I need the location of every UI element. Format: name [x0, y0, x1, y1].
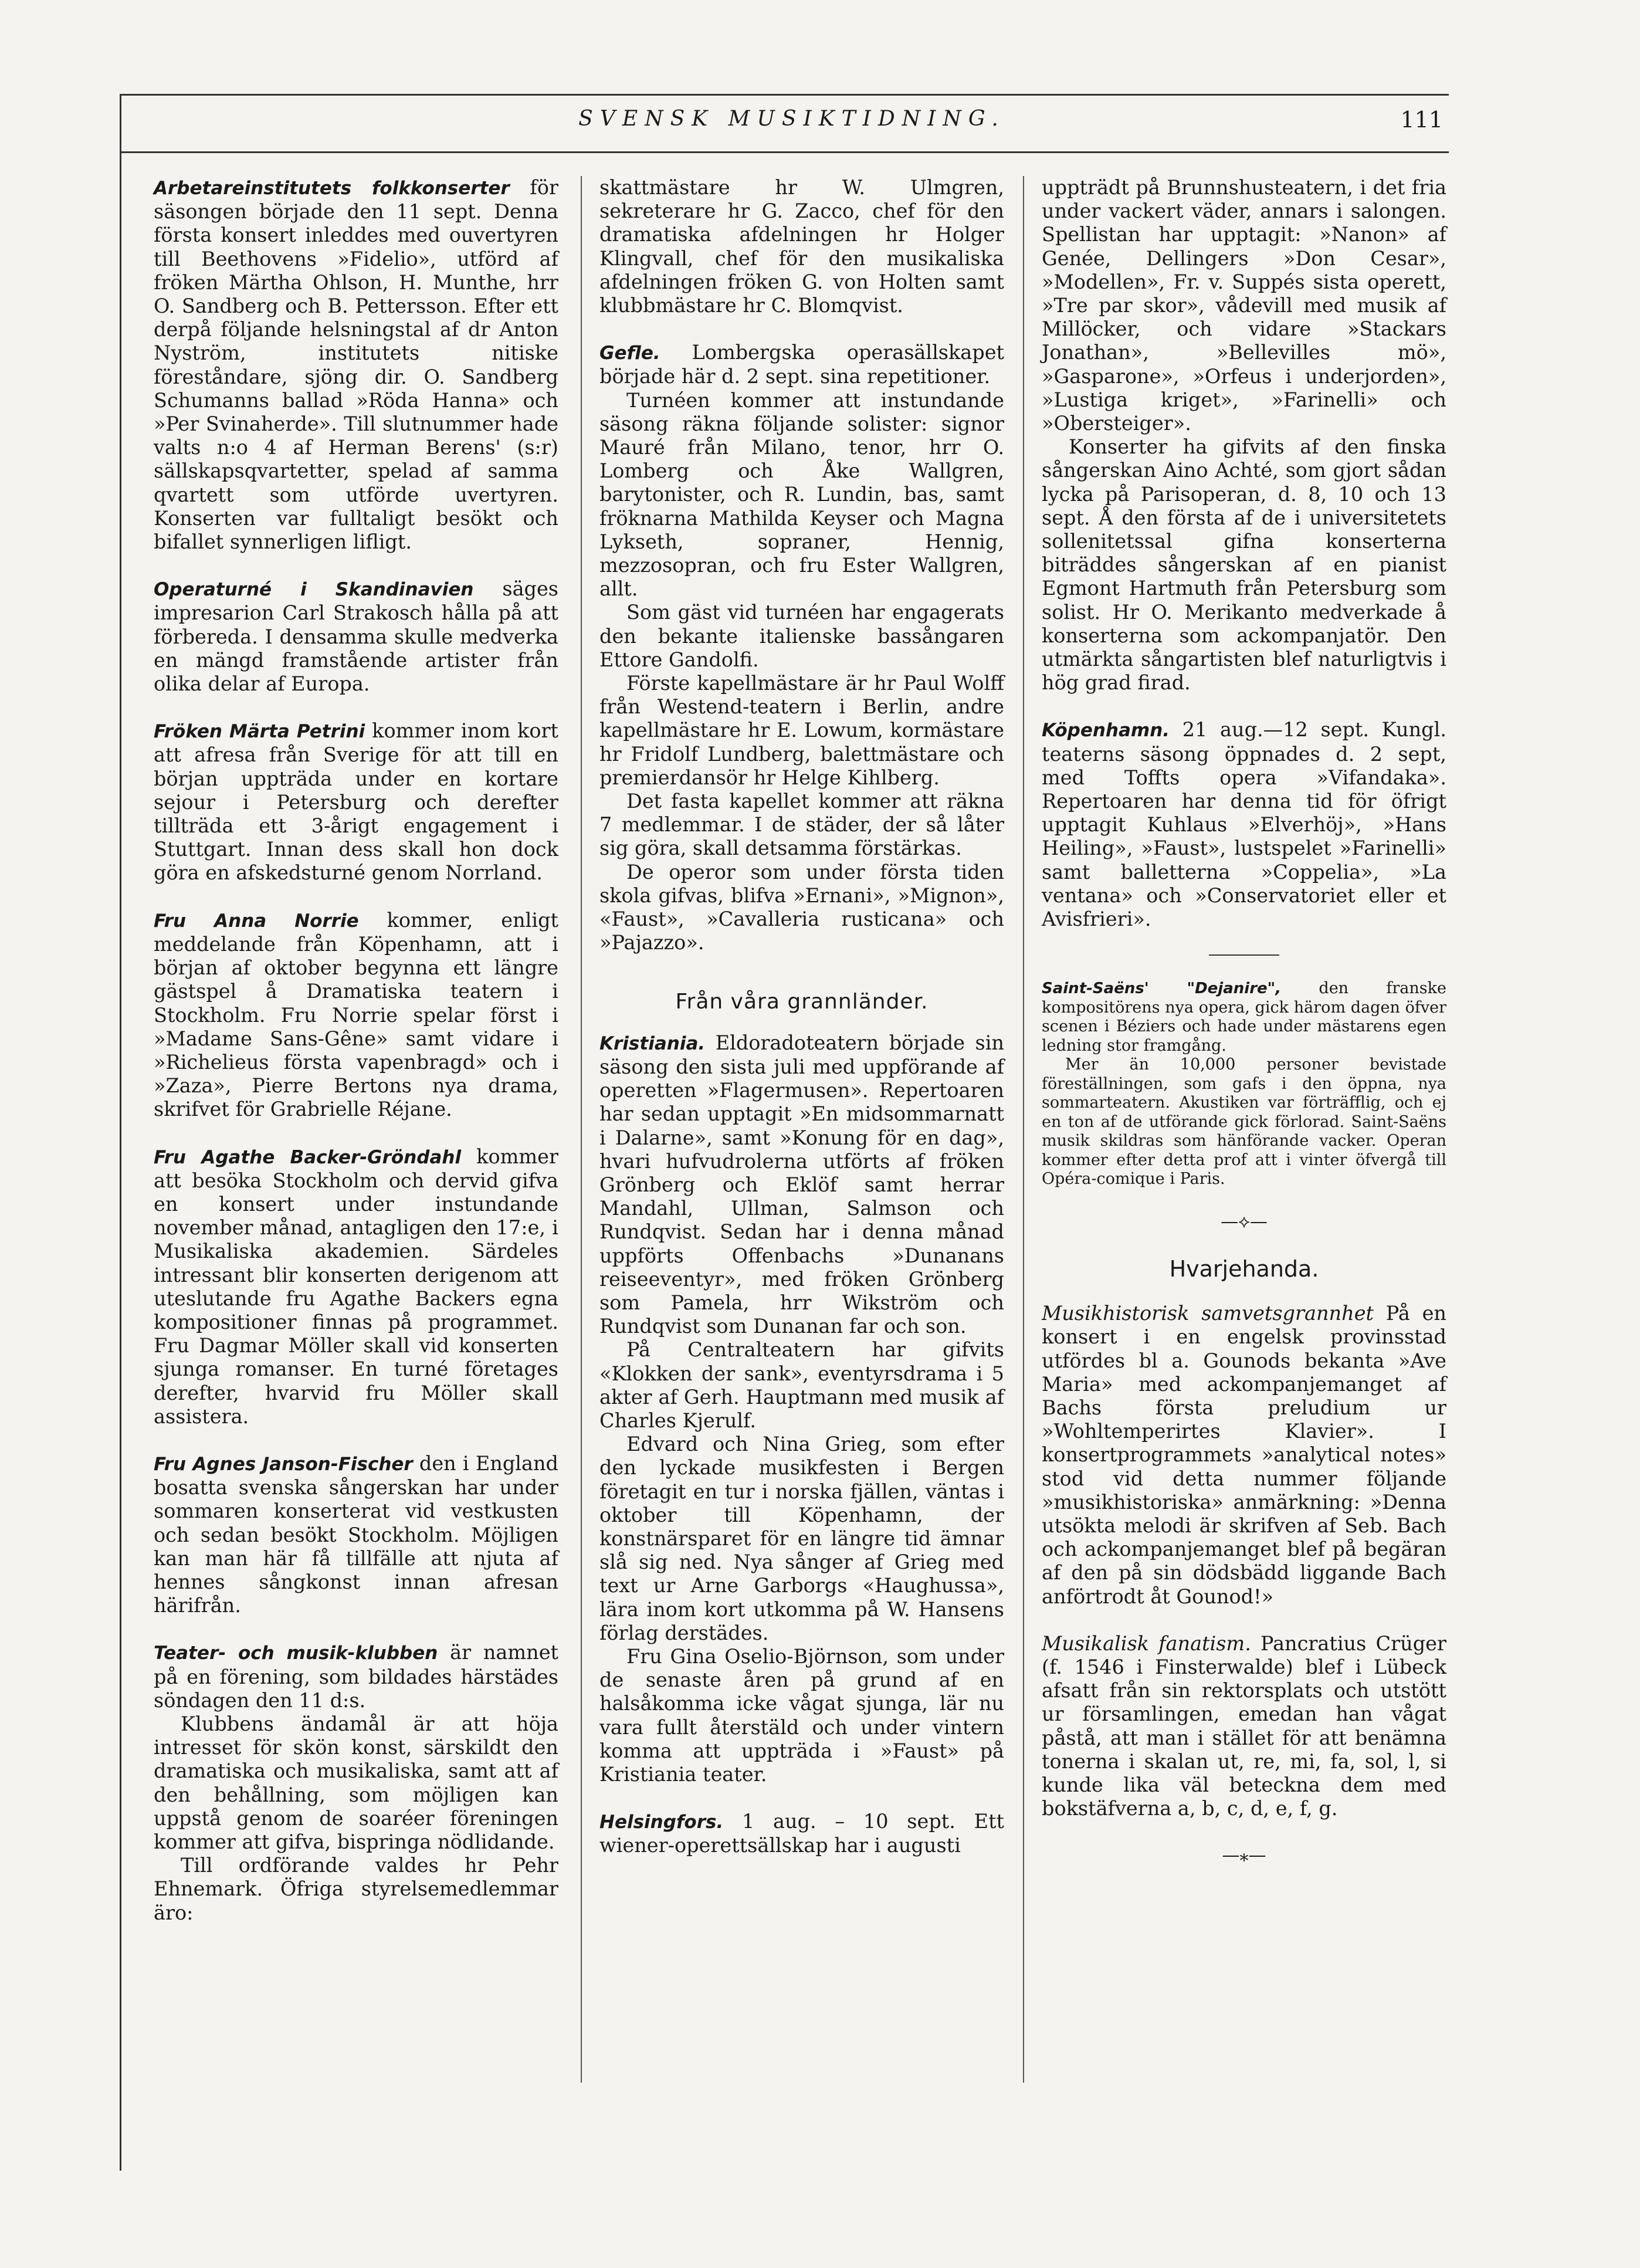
- article-gefle: [599, 341, 1004, 388]
- article-heading: Arbetareinstitutets folkkonserter: [154, 178, 510, 199]
- article-helsingfors: [599, 1810, 1004, 1857]
- article-paragraph: På Centralteatern har gifvits «Klokken der sank», eventyrsdrama i 5 akter af Gerh. Hauptmann med musik af Charles Kjerulf.: [599, 1338, 1004, 1432]
- article-kristiania: [599, 1031, 1004, 1339]
- column-right: [1042, 176, 1446, 1889]
- article-paragraph: Klubbens ändamål är att höja intresset för skön konst, särskildt den dramatiska och musikaliska, samt att af den behållning, som möjligen kan uppstå genom de soaréer föreningen kommer att gifva, bispringa nödlidande.: [154, 1712, 558, 1853]
- section-title-grannlander: Från våra grannländer.: [675, 989, 929, 1014]
- article-body: säges impresarion Carl Strakosch hålla på att förbereda. I densamma skulle medverka en mängd framstående artister från olika delar af Europa.: [154, 577, 559, 696]
- article-backer-grondahl: [154, 1145, 558, 1428]
- article-heading: Fru Agathe Backer-Gröndahl: [154, 1146, 462, 1168]
- article-continuation: skattmästare hr W. Ulmgren, sekreterare hr G. Zacco, chef för den dramatiska afdelningen hr Holger Klingvall, chef för den musikaliska afdelningen fröken G. von Holten samt klubbmästare hr C. Blomqvist.: [599, 176, 1004, 317]
- article-teater-klubben: [154, 1641, 558, 1712]
- article-body: Lombergska operasällskapet började här d. 2 sept. sina repetitioner.: [599, 341, 1004, 388]
- article-heading: Operaturné i Skandinavien: [154, 579, 474, 601]
- article-samvetsgrannhet: [1042, 1302, 1446, 1609]
- article-body: för säsongen började den 11 sept. Denna första konsert inleddes med ouvertyren till Beethovens »Fidelio», utförd af fröken Märtha Ohlson, H. Munthe, hrr O. Sandberg och B. Pettersson. Efter ett derpå följande helsningstal af dr Anton Nyström, institutets nitiske föreståndare, sjöng dir. O. Sandberg Schumanns ballad »Röda Hanna» och »Per Svinaherde». Till slutnummer hade valts n:o 4 af Herman Berens' (s:r) sällskapsqvartetter, spelad af samma qvartett som utförde uvertyren. Konserten var fulltaligt besökt och bifallet synnerligen lifligt.: [154, 176, 559, 554]
- article-heading: Fru Agnes Janson-Fischer: [154, 1453, 413, 1475]
- ornament-divider: —⟡—: [1221, 1211, 1268, 1232]
- article-paragraph: Det fasta kapellet kommer att räkna 7 medlemmar. I de städer, der så låter sig göra, skall detsamma förstärkas.: [599, 790, 1004, 860]
- article-body: är namnet på en förening, som bildades härstädes söndagen den 11 d:s.: [154, 1641, 559, 1712]
- note-dejanire: [1042, 979, 1446, 1189]
- article-continuation: uppträdt på Brunnshusteatern, i det fria under vackert väder, annars i salongen. Spellistan har upptagit: »Nanon» af Genée, Dellingers »Don Cesar», »Modellen», Fr. v. Suppés sista operett, »Tre par skor», vådevill med musik af Millöcker, och vidare »Stackars Jonathan», »Bellevilles mö», »Gasparone», »Orfeus i underjorden», »Lustiga kriget», »Farinelli» och »Obersteiger».: [1042, 176, 1446, 435]
- article-janson-fischer: [154, 1452, 558, 1617]
- end-ornament: —⁎—: [1222, 1845, 1266, 1866]
- article-heading: Kristiania.: [599, 1033, 706, 1054]
- note-paragraph: [1042, 979, 1446, 1055]
- header-rule: [120, 151, 1449, 153]
- article-folkkonserter: [154, 176, 558, 554]
- article-paragraph: Konserter ha gifvits af den finska sångerskan Aino Achté, som gjort sådan lycka på Parisoperan, d. 8, 10 och 13 sept. Å den första af de i universitetets sollenitetssal gifna konserterna biträddes sångerskan af en pianist Egmont Hartmuth från Petersburg som solist. Hr O. Merikanto medverkade å konserterna som ackompanjatör. Den utmärkta sångartisten blef naturligtvis i hög grad firad.: [1042, 435, 1446, 695]
- article-body: På en konsert i en engelsk provinsstad utfördes bl a. Gounods bekanta »Ave Maria» med ackompanjemanget af Bachs första preludium ur »Wohltemperirtes Klavier». I konsertprogrammets »analytical notes» stod vid detta nummer följande »musikhistoriska» anmärkning: »Denna utsökta melodi är skrifven af Seb. Bach och ackompanjemanget blef på begäran af den på sin dödsbädd liggande Bach anförtrodt åt Gounod!»: [1042, 1302, 1447, 1608]
- article-body: kommer att besöka Stockholm och dervid gifva en konsert under instundande november månad, antagligen den 17:e, i Musikaliska akademien. Särdeles intressant blir konserten derigenom att uteslutande fru Agathe Backers egna kompositioner finnas på programmet. Fru Dagmar Möller skall vid konserten sjunga romanser. En turné företages derefter, hvarvid fru Möller skall assistera.: [154, 1145, 559, 1428]
- article-paragraph: Turnéen kommer att instundande säsong räkna följande solister: signor Mauré från Milano, tenor, hrr O. Lomberg och Åke Wallgren, barytonister, och R. Lundin, bas, samt fröknarna Mathilda Keyser och Magna Lykseth, sopraner, Hennig, mezzosopran, och fru Ester Wallgren, allt.: [599, 388, 1004, 601]
- article-operaturne: [154, 577, 558, 696]
- article-fanatism: [1042, 1632, 1446, 1821]
- column-left: [154, 176, 558, 1925]
- note-heading: Saint-Saëns' "Dejanire",: [1042, 980, 1282, 998]
- article-petrini: [154, 719, 558, 885]
- divider-rule: [1209, 954, 1279, 956]
- article-paragraph: Fru Gina Oselio-Björnson, som under de senaste åren på grund af en halsåkomma icke vågat sjunga, lär nu vara fullt återstäld och under vintern komma att uppträda i »Faust» på Kristiania teater.: [599, 1644, 1004, 1786]
- article-body: Eldoradoteatern började sin säsong den sista juli med uppförande af operetten »Flagermusen». Repertoaren har sedan upptagit »En midsommarnatt i Dalarne», samt »Konung för en dag», hvari hufvudrolerna utförts af fröken Grönberg och Eklöf samt herrar Mandahl, Ullman, Salmson och Rundqvist. Sedan har i denna månad uppförts Offenbachs »Dunanans reiseeventyr», med fröken Grönberg som Pamela, hrr Wikström och Rundqvist som Dunanan far och son.: [599, 1031, 1004, 1338]
- left-edge-rule: [120, 94, 121, 2171]
- article-norrie: [154, 909, 558, 1122]
- article-body: den i England bosatta svenska sångerskan har under sommaren konserterat vid vestkusten och sedan besökt Stockholm. Möjligen kan man här få tillfälle att njuta af hennes sångkonst innan afresan härifrån.: [154, 1451, 558, 1617]
- running-head: SVENSK MUSIKTIDNING.: [578, 107, 1005, 131]
- article-paragraph: Till ordförande valdes hr Pehr Ehnemark. Öfriga styrelsemedlemmar äro:: [154, 1854, 558, 1924]
- article-kopenhamn: [1042, 718, 1446, 931]
- column-rule-2: [1023, 176, 1024, 2083]
- article-heading: Fru Anna Norrie: [154, 910, 359, 932]
- article-paragraph: Som gäst vid turnéen har engagerats den bekante italienske bassångaren Ettore Gandolfi.: [599, 601, 1004, 671]
- article-heading: Köpenhamn.: [1042, 720, 1170, 742]
- article-body: kommer inom kort att afresa från Sverige för att till en början uppträda under en kortare sejour i Petersburg och derefter tillträda ett 3-årigt engagement i Stuttgart. Innan dess skall hon dock göra en afskedsturné genom Norrland.: [154, 719, 558, 885]
- article-body: 21 aug.—12 sept. Kungl. teaterns säsong öppnades d. 2 sept, med Toffts opera »Vifandaka». Repertoaren har denna tid för öfrigt upptagit Kuhlaus »Elverhöj», »Hans Heiling», »Faust», lustspelet »Farinelli» samt balletterna »Coppelia», »La ventana» och »Conservatoriet eller et Avisfrieri».: [1042, 718, 1446, 931]
- column-rule-1: [581, 176, 582, 2083]
- header-rule-top: [120, 94, 1449, 96]
- article-body: 1 aug. – 10 sept. Ett wiener-operettsällskap har i augusti: [599, 1810, 1004, 1857]
- column-middle: [599, 176, 1004, 1858]
- article-heading: Helsingfors.: [599, 1812, 724, 1833]
- article-paragraph: De operor som under första tiden skola gifvas, blifva »Ernani», »Mignon», «Faust», »Cavalleria rusticana» och »Pajazzo».: [599, 860, 1004, 954]
- article-heading: Musikhistorisk samvetsgrannhet: [1042, 1302, 1374, 1325]
- page-number: 111: [1400, 107, 1443, 133]
- note-body: den franske kompositörens nya opera, gick härom dagen öfver scenen i Béziers och hade under mästarens egen ledning stor framgång.: [1042, 979, 1446, 1055]
- article-paragraph: Förste kapellmästare är hr Paul Wolff från Westend-teatern i Berlin, andre kapellmästare hr E. Lowum, kormästare hr Fridolf Lundberg, balettmästare och premierdansör hr Helge Kihlberg.: [599, 672, 1004, 789]
- article-heading: Musikalisk fanatism.: [1042, 1631, 1251, 1655]
- article-body: Pancratius Crüger (f. 1546 i Finsterwalde) blef i Lübeck afsatt från sin rektorsplats och utstött ur församlingen, emedan han vågat påstå, att man i stället för att benämna tonerna i skalan ut, re, mi, fa, sol, l, si kunde lika väl beteckna dem med bokstäfverna a, b, c, d, e, f, g.: [1042, 1631, 1447, 1820]
- article-paragraph: Edvard och Nina Grieg, som efter den lyckade musikfesten i Bergen företagit en tur i norska fjällen, väntas i oktober till Köpenhamn, der konstnärsparet för en längre tid ämnar slå sig ned. Nya sånger af Grieg med text ur Arne Garborgs «Haughussa», lära inom kort utkomma på W. Hansens förlag derstädes.: [599, 1433, 1004, 1644]
- section-title-hvarjehanda: Hvarjehanda.: [1169, 1256, 1319, 1282]
- article-heading: Fröken Märta Petrini: [154, 721, 365, 743]
- article-heading: Gefle.: [599, 343, 660, 364]
- article-body: kommer, enligt meddelande från Köpenhamn, att i början af oktober begynna ett längre gästspel å Dramatiska teatern i Stockholm. Fru Norrie spelar först i »Madame Sans-Gêne» samt vidare i »Richelieus första vapenbragd» och i »Zaza», Pierre Bertons nya drama, skrifvet för Grabrielle Réjane.: [154, 908, 558, 1121]
- article-heading: Teater- och musik-klubben: [154, 1643, 438, 1664]
- note-paragraph: Mer än 10,000 personer bevistade föreställningen, som gafs i den öppna, nya sommarteatern. Akustiken var förträfflig, och ej en ton af de utförande gick förlorad. Saint-Saëns musik skildras som hänförande vacker. Operan kommer efter detta prof att i vinter öfvergå till Opéra-comique i Paris.: [1042, 1055, 1446, 1189]
